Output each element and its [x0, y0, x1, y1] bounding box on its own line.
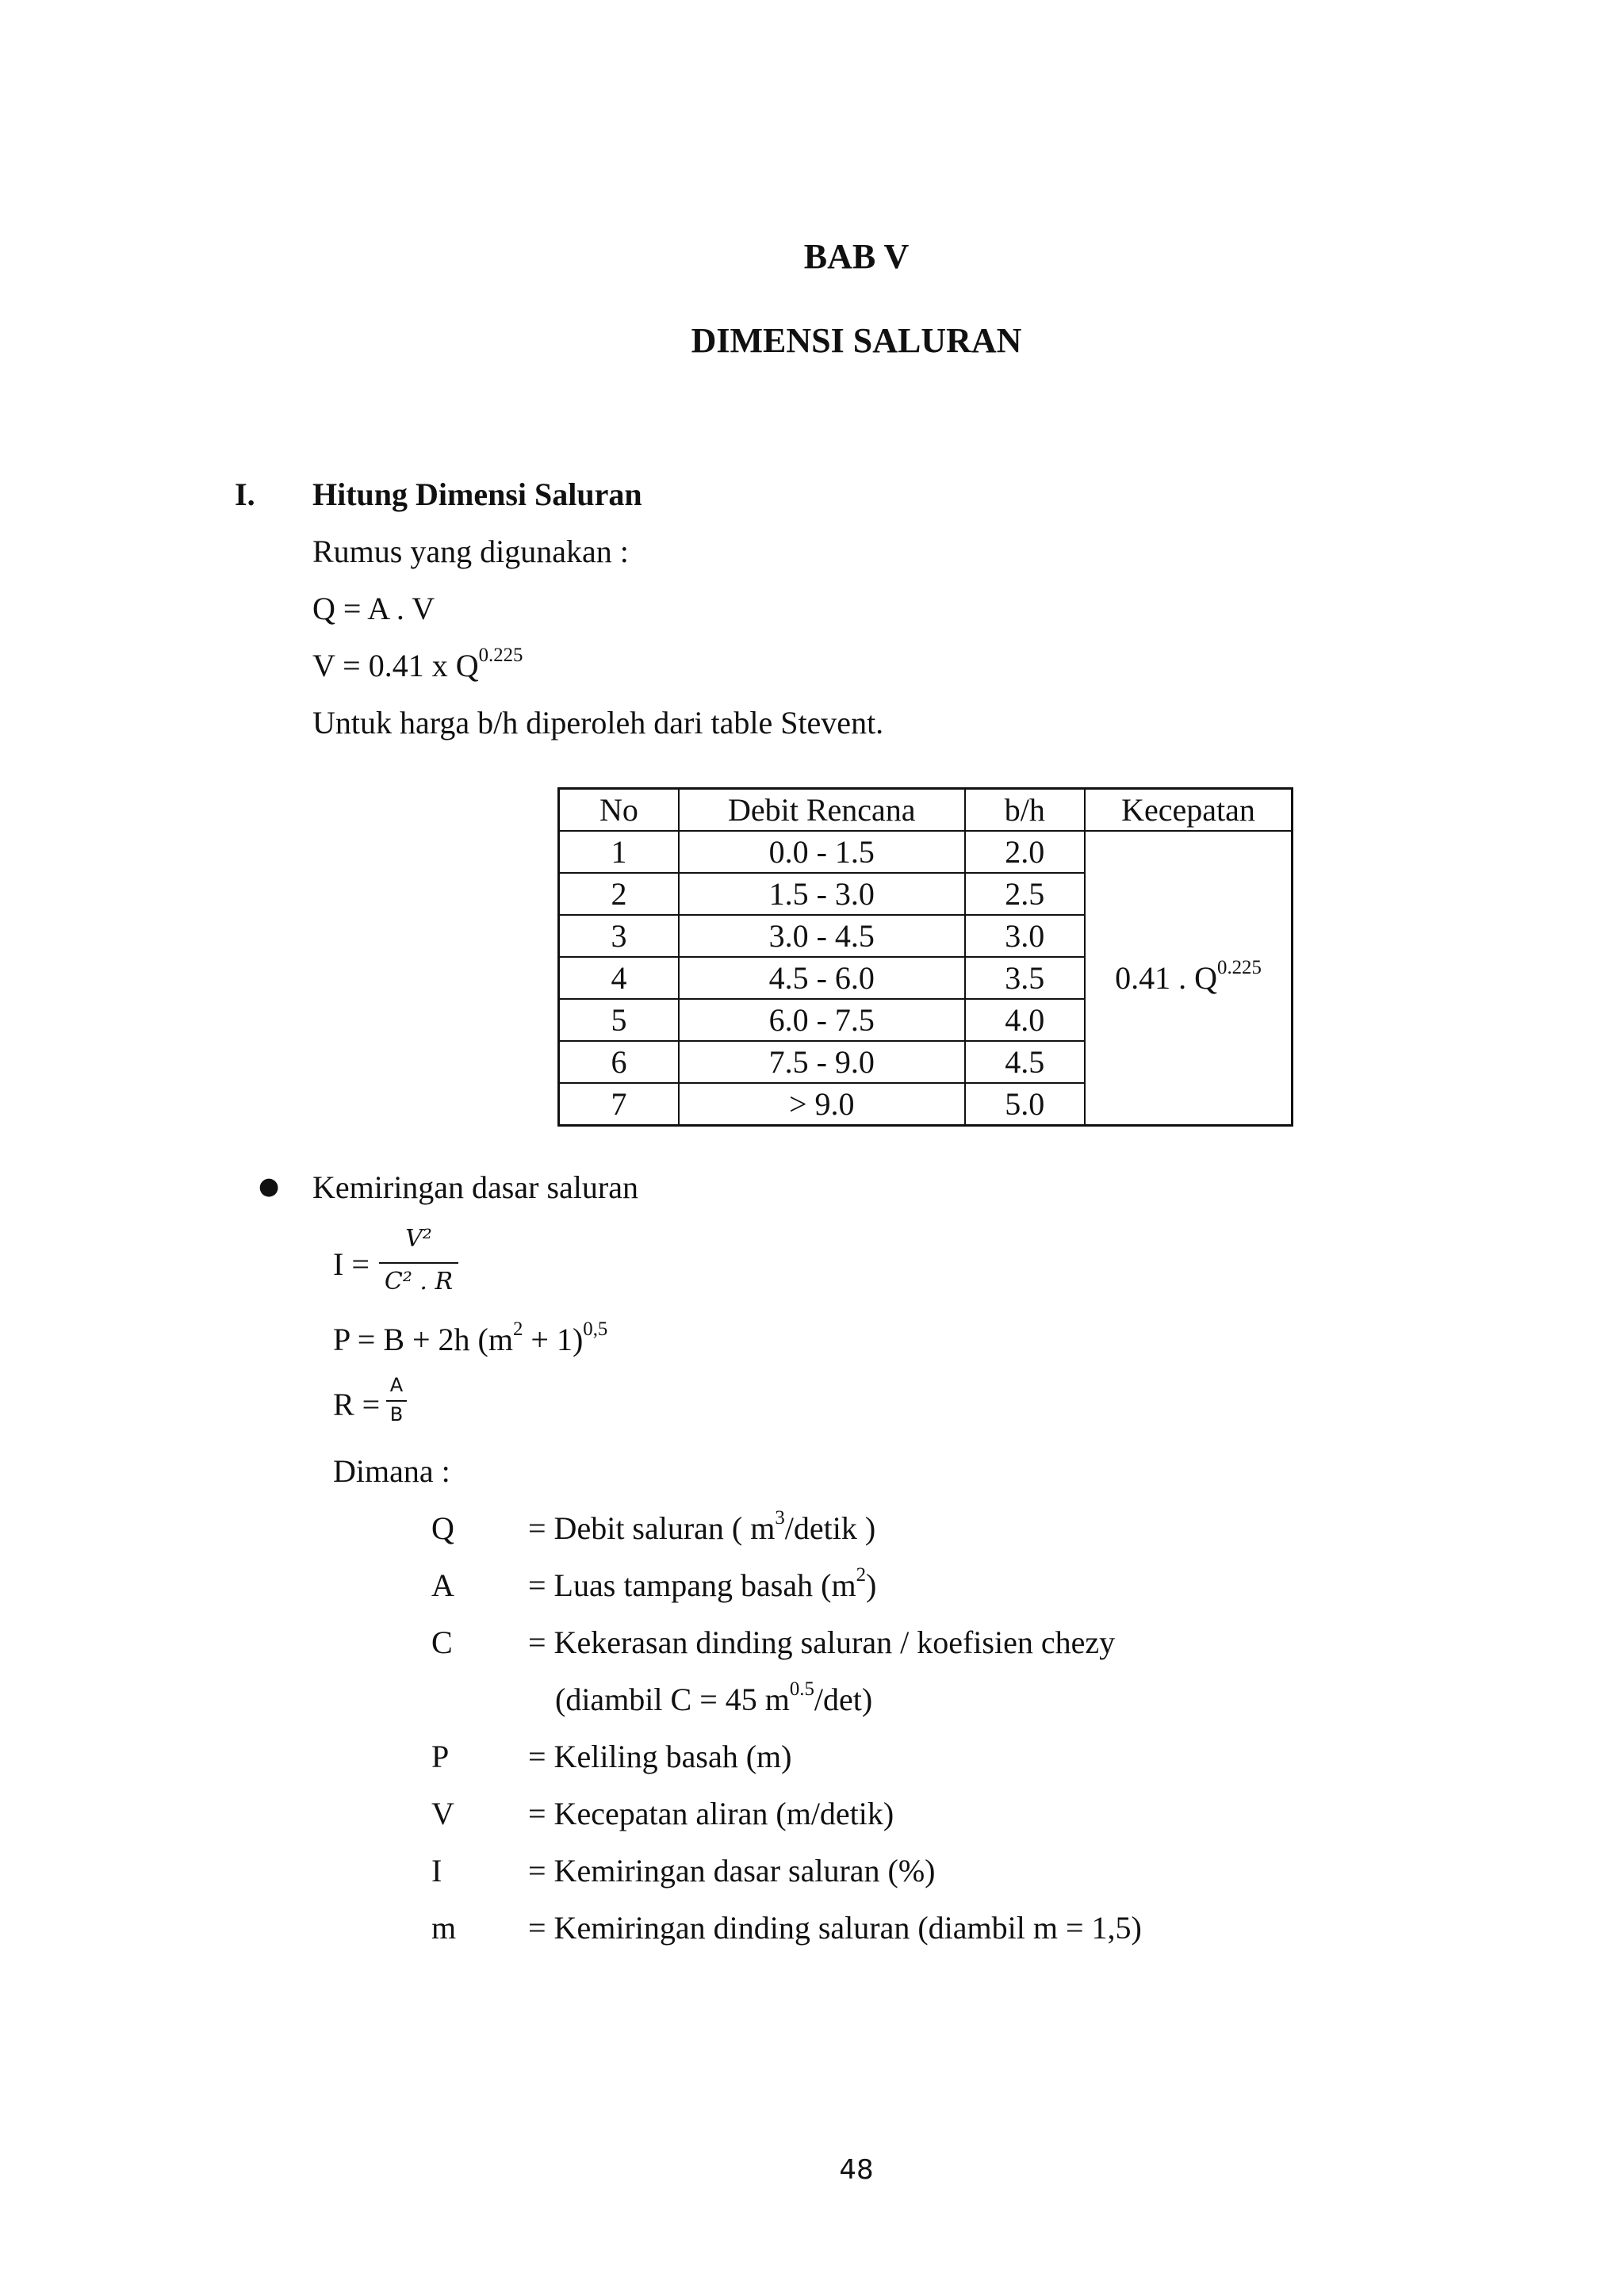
cell-no: 4 [559, 957, 679, 999]
formula-r-numerator: A [389, 1374, 404, 1396]
formula-i-fraction-bar [379, 1262, 458, 1264]
formula-v-exponent: 0.225 [478, 645, 523, 667]
bullet-label: Kemiringan dasar saluran [312, 1169, 638, 1205]
cell-no: 7 [559, 1083, 679, 1126]
definition-text-main: = Kemiringan dasar saluran (%) [528, 1853, 936, 1888]
stevent-table [557, 787, 1293, 1127]
definition-superscript: 2 [856, 1564, 866, 1586]
definition-superscript: 0.5 [789, 1678, 814, 1701]
cell-debit: 7.5 - 9.0 [679, 1041, 965, 1083]
cell-bh: 5.0 [965, 1083, 1085, 1126]
formula-p-exp1: 2 [513, 1318, 523, 1341]
cell-bh: 3.5 [965, 957, 1085, 999]
bullet-icon: ● [259, 1173, 280, 1200]
cell-bh: 4.5 [965, 1041, 1085, 1083]
definition-text [528, 1624, 1116, 1660]
formula-intro: Rumus yang digunakan : [312, 534, 629, 569]
cell-bh: 3.0 [965, 915, 1085, 957]
definition-text-main: = Keliling basah (m) [528, 1739, 792, 1774]
definition-text-main: = Kecepatan aliran (m/detik) [528, 1796, 894, 1831]
definition-superscript: 3 [775, 1507, 785, 1529]
table-header-row [559, 789, 1293, 832]
cell-debit: 4.5 - 6.0 [679, 957, 965, 999]
cell-no: 3 [559, 915, 679, 957]
section-number: I. [235, 476, 255, 512]
dimana-label: Dimana : [333, 1453, 450, 1489]
definition-text [528, 1564, 877, 1603]
header-kecepatan: Kecepatan [1085, 789, 1293, 832]
definition-text [555, 1678, 873, 1717]
definition-symbol: Q [431, 1510, 454, 1546]
formula-i-denominator: C² . R [384, 1268, 454, 1295]
cell-no: 5 [559, 999, 679, 1041]
formula-i-lhs: I = [333, 1246, 370, 1282]
definition-text-main: (diambil C = 45 m [555, 1682, 790, 1717]
formula-r-denominator: B [389, 1403, 404, 1425]
formula-p [333, 1318, 608, 1357]
definition-text [528, 1798, 894, 1830]
chapter-title: DIMENSI SALURAN [691, 321, 1022, 360]
cell-no: 1 [559, 831, 679, 873]
definition-text [528, 1507, 876, 1546]
cell-debit: 3.0 - 4.5 [679, 915, 965, 957]
cell-no: 6 [559, 1041, 679, 1083]
header-bh: b/h [965, 789, 1085, 832]
header-no: No [559, 789, 679, 832]
definition-text [528, 1741, 791, 1773]
definition-symbol: V [431, 1796, 454, 1831]
definition-symbol: I [431, 1853, 442, 1888]
definition-text-main: = Kekerasan dinding saluran / koefisien chezy [528, 1624, 1116, 1660]
formula-p-mid: + 1) [523, 1322, 584, 1357]
formula-q: Q = A . V [312, 591, 435, 626]
cell-kecepatan [1085, 831, 1293, 1126]
definition-text-main: = Kemiringan dinding saluran (diambil m = 1,5) [528, 1910, 1142, 1946]
formula-v [312, 645, 523, 683]
cell-debit: 0.0 - 1.5 [679, 831, 965, 873]
cell-bh: 2.5 [965, 873, 1085, 915]
definition-symbol: P [431, 1739, 450, 1774]
definition-text-main: = Debit saluran ( m [528, 1510, 776, 1546]
speed-exponent: 0.225 [1217, 956, 1262, 978]
definition-text-tail: /det) [814, 1682, 873, 1717]
definition-text-tail: ) [865, 1567, 877, 1603]
cell-bh: 4.0 [965, 999, 1085, 1041]
cell-debit: 1.5 - 3.0 [679, 873, 965, 915]
formula-p-base: P = B + 2h (m [333, 1322, 513, 1357]
cell-bh: 2.0 [965, 831, 1085, 873]
speed-base: 0.41 . Q [1115, 959, 1218, 996]
definition-text-tail: /detik ) [784, 1510, 876, 1546]
definition-text-main: = Luas tampang basah (m [528, 1567, 856, 1603]
table-note: Untuk harga b/h diperoleh dari table Stevent. [312, 705, 884, 740]
definition-text [528, 1855, 935, 1887]
formula-r-fraction-bar [386, 1400, 407, 1402]
table-row [559, 831, 1293, 873]
formula-p-exp2: 0,5 [583, 1318, 608, 1341]
definition-symbol: A [431, 1567, 454, 1603]
definition-text [528, 1912, 1142, 1944]
header-debit: Debit Rencana [679, 789, 965, 832]
definition-symbol: m [431, 1910, 457, 1946]
section-heading: Hitung Dimensi Saluran [312, 476, 642, 512]
cell-no: 2 [559, 873, 679, 915]
page-number: 48 [839, 2154, 874, 2186]
formula-r-lhs: R = [333, 1387, 381, 1422]
cell-debit: > 9.0 [679, 1083, 965, 1126]
formula-i-numerator: V² [405, 1225, 432, 1253]
cell-debit: 6.0 - 7.5 [679, 999, 965, 1041]
formula-v-base: V = 0.41 x Q [312, 648, 479, 683]
chapter-label: BAB V [803, 237, 910, 276]
definition-symbol: C [431, 1624, 453, 1660]
